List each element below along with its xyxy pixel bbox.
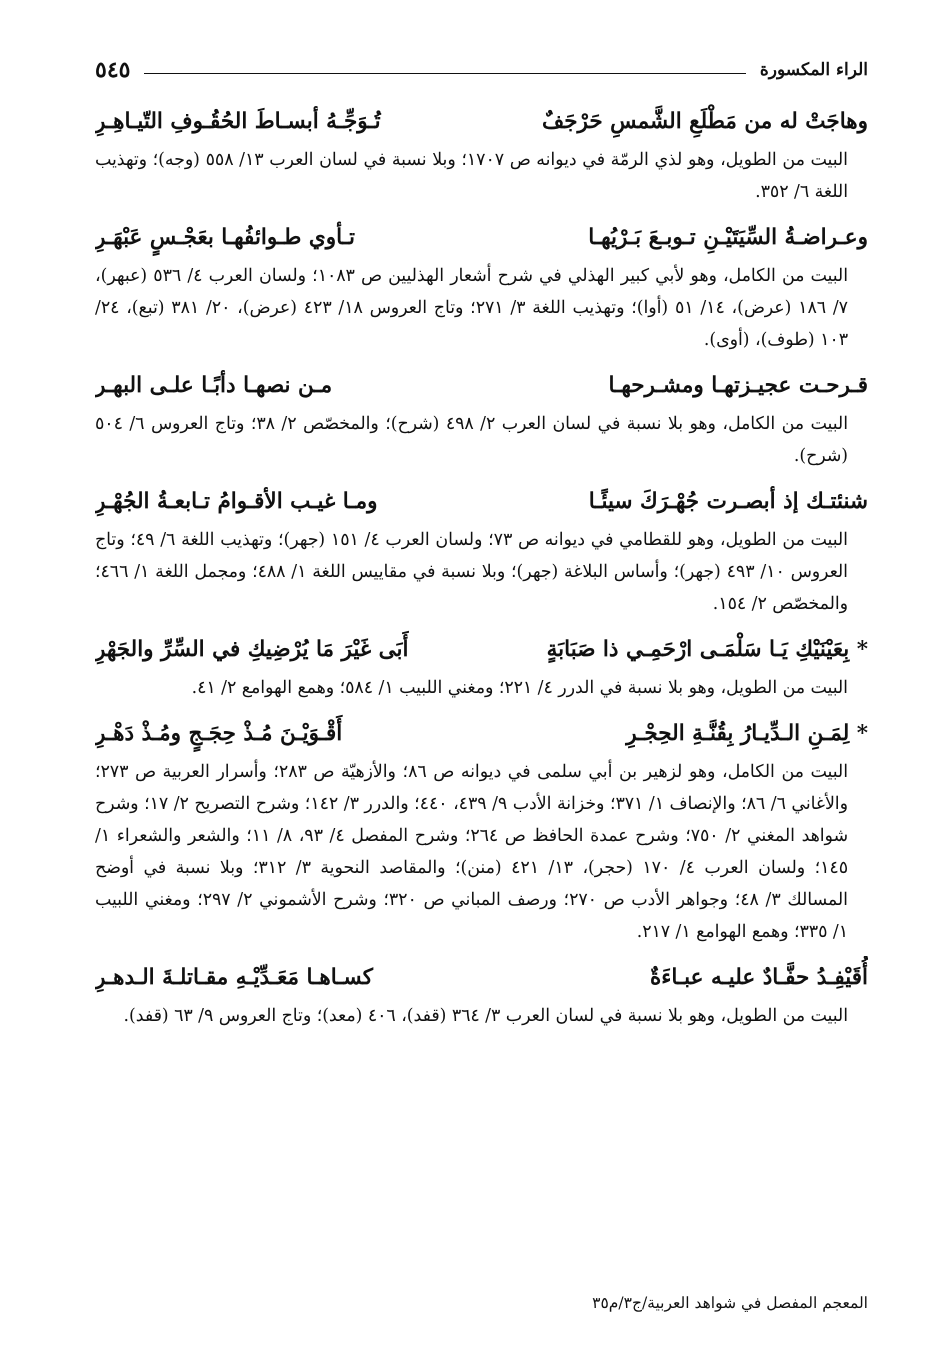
verse-commentary: البيت من الطويل، وهو بلا نسبة في الدرر ٤/ ٢٢١؛ ومغني اللبيب ١/ ٥٨٤؛ وهمع الهوامع ٢/ ٤١.	[191, 678, 848, 698]
verse-second-hemistich: أَبَى غَيْرَ مَا يُرْضِيكِ في السِّرِّ والجَهْرِ	[95, 637, 409, 662]
page-number: ٥٤٥	[95, 57, 131, 83]
entry	[95, 216, 868, 356]
verse-first-hemistich: أُقَيْفِـدُ حفَّـادٌ عليـه عبـاءَةٌ	[649, 965, 868, 990]
verse-first-hemistich: * لِمَـنِ الـدِّيـارُ بِقُنَّـةِ الحِجْـرِ	[626, 721, 868, 746]
verse	[95, 216, 868, 260]
verse-commentary: البيت من الكامل، وهو لزهير بن أبي سلمى في ديوانه ص ٨٦؛ والأزهيّة ص ٢٨٣؛ وأسرار العربية ص ٢٧٣؛ والأغاني ٦/ ٨٦؛ والإنصاف ١/ ٣٧١؛ وخزانة الأدب ٩/ ٤٣٩، ٤٤٠؛ والدرر ٣/ ١٤٢؛ وشرح التصريح ٢/ ١٧؛ وشرح شواهد المغني ٢/ ٧٥٠؛ وشرح عمدة الحافظ ص ٢٦٤؛ وشرح المفصل ٤/ ٩٣، ٨/ ١١؛ والشعر والشعراء ١/ ١٤٥؛ ولسان العرب ٤/ ١٧٠ (حجر)، ١٣/ ٤٢١ (منن)؛ والمقاصد النحوية ٣/ ٣١٢؛ وبلا نسبة في أوضح المسالك ٣/ ٤٨؛ وجواهر الأدب ص ٢٧٠؛ ورصف المباني ص ٣٢٠؛ وشرح الأشموني ٢/ ٢٩٧؛ ومغني اللبيب ١/ ٣٣٥؛ وهمع الهوامع ١/ ٢١٧.	[95, 762, 848, 942]
verse-second-hemistich: مـن نصهـا دأبًـا علـى البهـر	[95, 373, 333, 398]
entry	[95, 956, 868, 1032]
verse-commentary: البيت من الطويل، وهو للقطامي في ديوانه ص ٧٣؛ ولسان العرب ٤/ ١٥١ (جهر)؛ وتهذيب اللغة ٦/ ٤٩؛ وتاج العروس ١٠/ ٤٩٣ (جهر)؛ وأساس البلاغة (جهر)؛ وبلا نسبة في مقاييس اللغة ١/ ٤٨٨؛ ومجمل اللغة ١/ ٤٦٦؛ والمخصّص ٢/ ١٥٤.	[95, 530, 848, 614]
verse-first-hemistich: قـرحـت عجيـزتهـا ومشـرحهـا	[608, 373, 868, 398]
entry	[95, 712, 868, 948]
entry	[95, 628, 868, 704]
signature-mark: المعجم المفصل في شواهد العربية/ج٣/م٣٥	[592, 1294, 868, 1312]
verse-commentary: البيت من الطويل، وهو بلا نسبة في لسان العرب ٣/ ٣٦٤ (قفد)، ٤٠٦ (معد)؛ وتاج العروس ٩/ ٦٣ (قفد).	[123, 1006, 848, 1026]
section-title: الراء المكسورة	[759, 60, 868, 80]
verse	[95, 364, 868, 408]
verse	[95, 480, 868, 524]
verse-second-hemistich: كسـاهـا مَعَـدِّيْـهِ مقـاتلـةَ الـدهـرِ	[95, 965, 373, 990]
verse-first-hemistich: وعـراضـةُ السِّيَتَيْـنِ تـوبـعَ بَـرْيُهـا	[588, 225, 868, 250]
verse-first-hemistich: وهاجَتْ له من مَطْلَعِ الشَّمسِ حَرْجَفٌ	[541, 109, 868, 134]
verse	[95, 100, 868, 144]
verse-first-hemistich: * بِعَيْنَيْكِ يَـا سَلْمَـى ارْحَمِـي ذا صَبَابَةٍ	[546, 637, 868, 662]
verse	[95, 628, 868, 672]
verse-second-hemistich: أَقْـوَيْـنَ مُـذْ حِجَـجٍ ومُـذْ دَهْـرِ	[95, 721, 343, 746]
verse-commentary: البيت من الكامل، وهو بلا نسبة في لسان العرب ٢/ ٤٩٨ (شرح)؛ والمخصّص ٢/ ٣٨؛ وتاج العروس ٦/ ٥٠٤ (شرح).	[95, 414, 849, 466]
verse-second-hemistich: تـأوي طـوائفُهـا بعَجْـسٍ عَبْهَـرِ	[95, 225, 355, 250]
verse-commentary: البيت من الطويل، وهو لذي الرمّة في ديوانه ص ١٧٠٧؛ وبلا نسبة في لسان العرب ١٣/ ٥٥٨ (وجه)؛ وتهذيب اللغة ٦/ ٣٥٢.	[95, 150, 848, 202]
running-head	[95, 50, 868, 90]
header-rule	[144, 73, 745, 74]
verse	[95, 712, 868, 756]
verse	[95, 956, 868, 1000]
entries-list	[95, 100, 868, 1032]
verse-first-hemistich: شنئتـك إذ أبصـرت جُهْـرَكَ سيئًـا	[588, 489, 868, 514]
entry	[95, 364, 868, 472]
verse-commentary: البيت من الكامل، وهو لأبي كبير الهذلي في شرح أشعار الهذليين ص ١٠٨٣؛ ولسان العرب ٤/ ٥٣٦ (عبهر)، ٧/ ١٨٦ (عرض)، ١٤/ ٥١ (أوا)؛ وتهذيب اللغة ٣/ ٢٧١؛ وتاج العروس ١٨/ ٤٢٣ (عرض)، ٢٠/ ٣٨١ (تبع)، ٢٤/ ١٠٣ (طوف)، (أوى).	[95, 266, 848, 350]
entry	[95, 100, 868, 208]
verse-second-hemistich: تُـوَجِّـهُ أبسـاطَ الحُقُـوفِ التّيـاهِـرِ	[95, 109, 381, 134]
entry	[95, 480, 868, 620]
verse-second-hemistich: ومـا غيـب الأقـوامُ تـابعـةُ الجُهْـرِ	[95, 489, 378, 514]
